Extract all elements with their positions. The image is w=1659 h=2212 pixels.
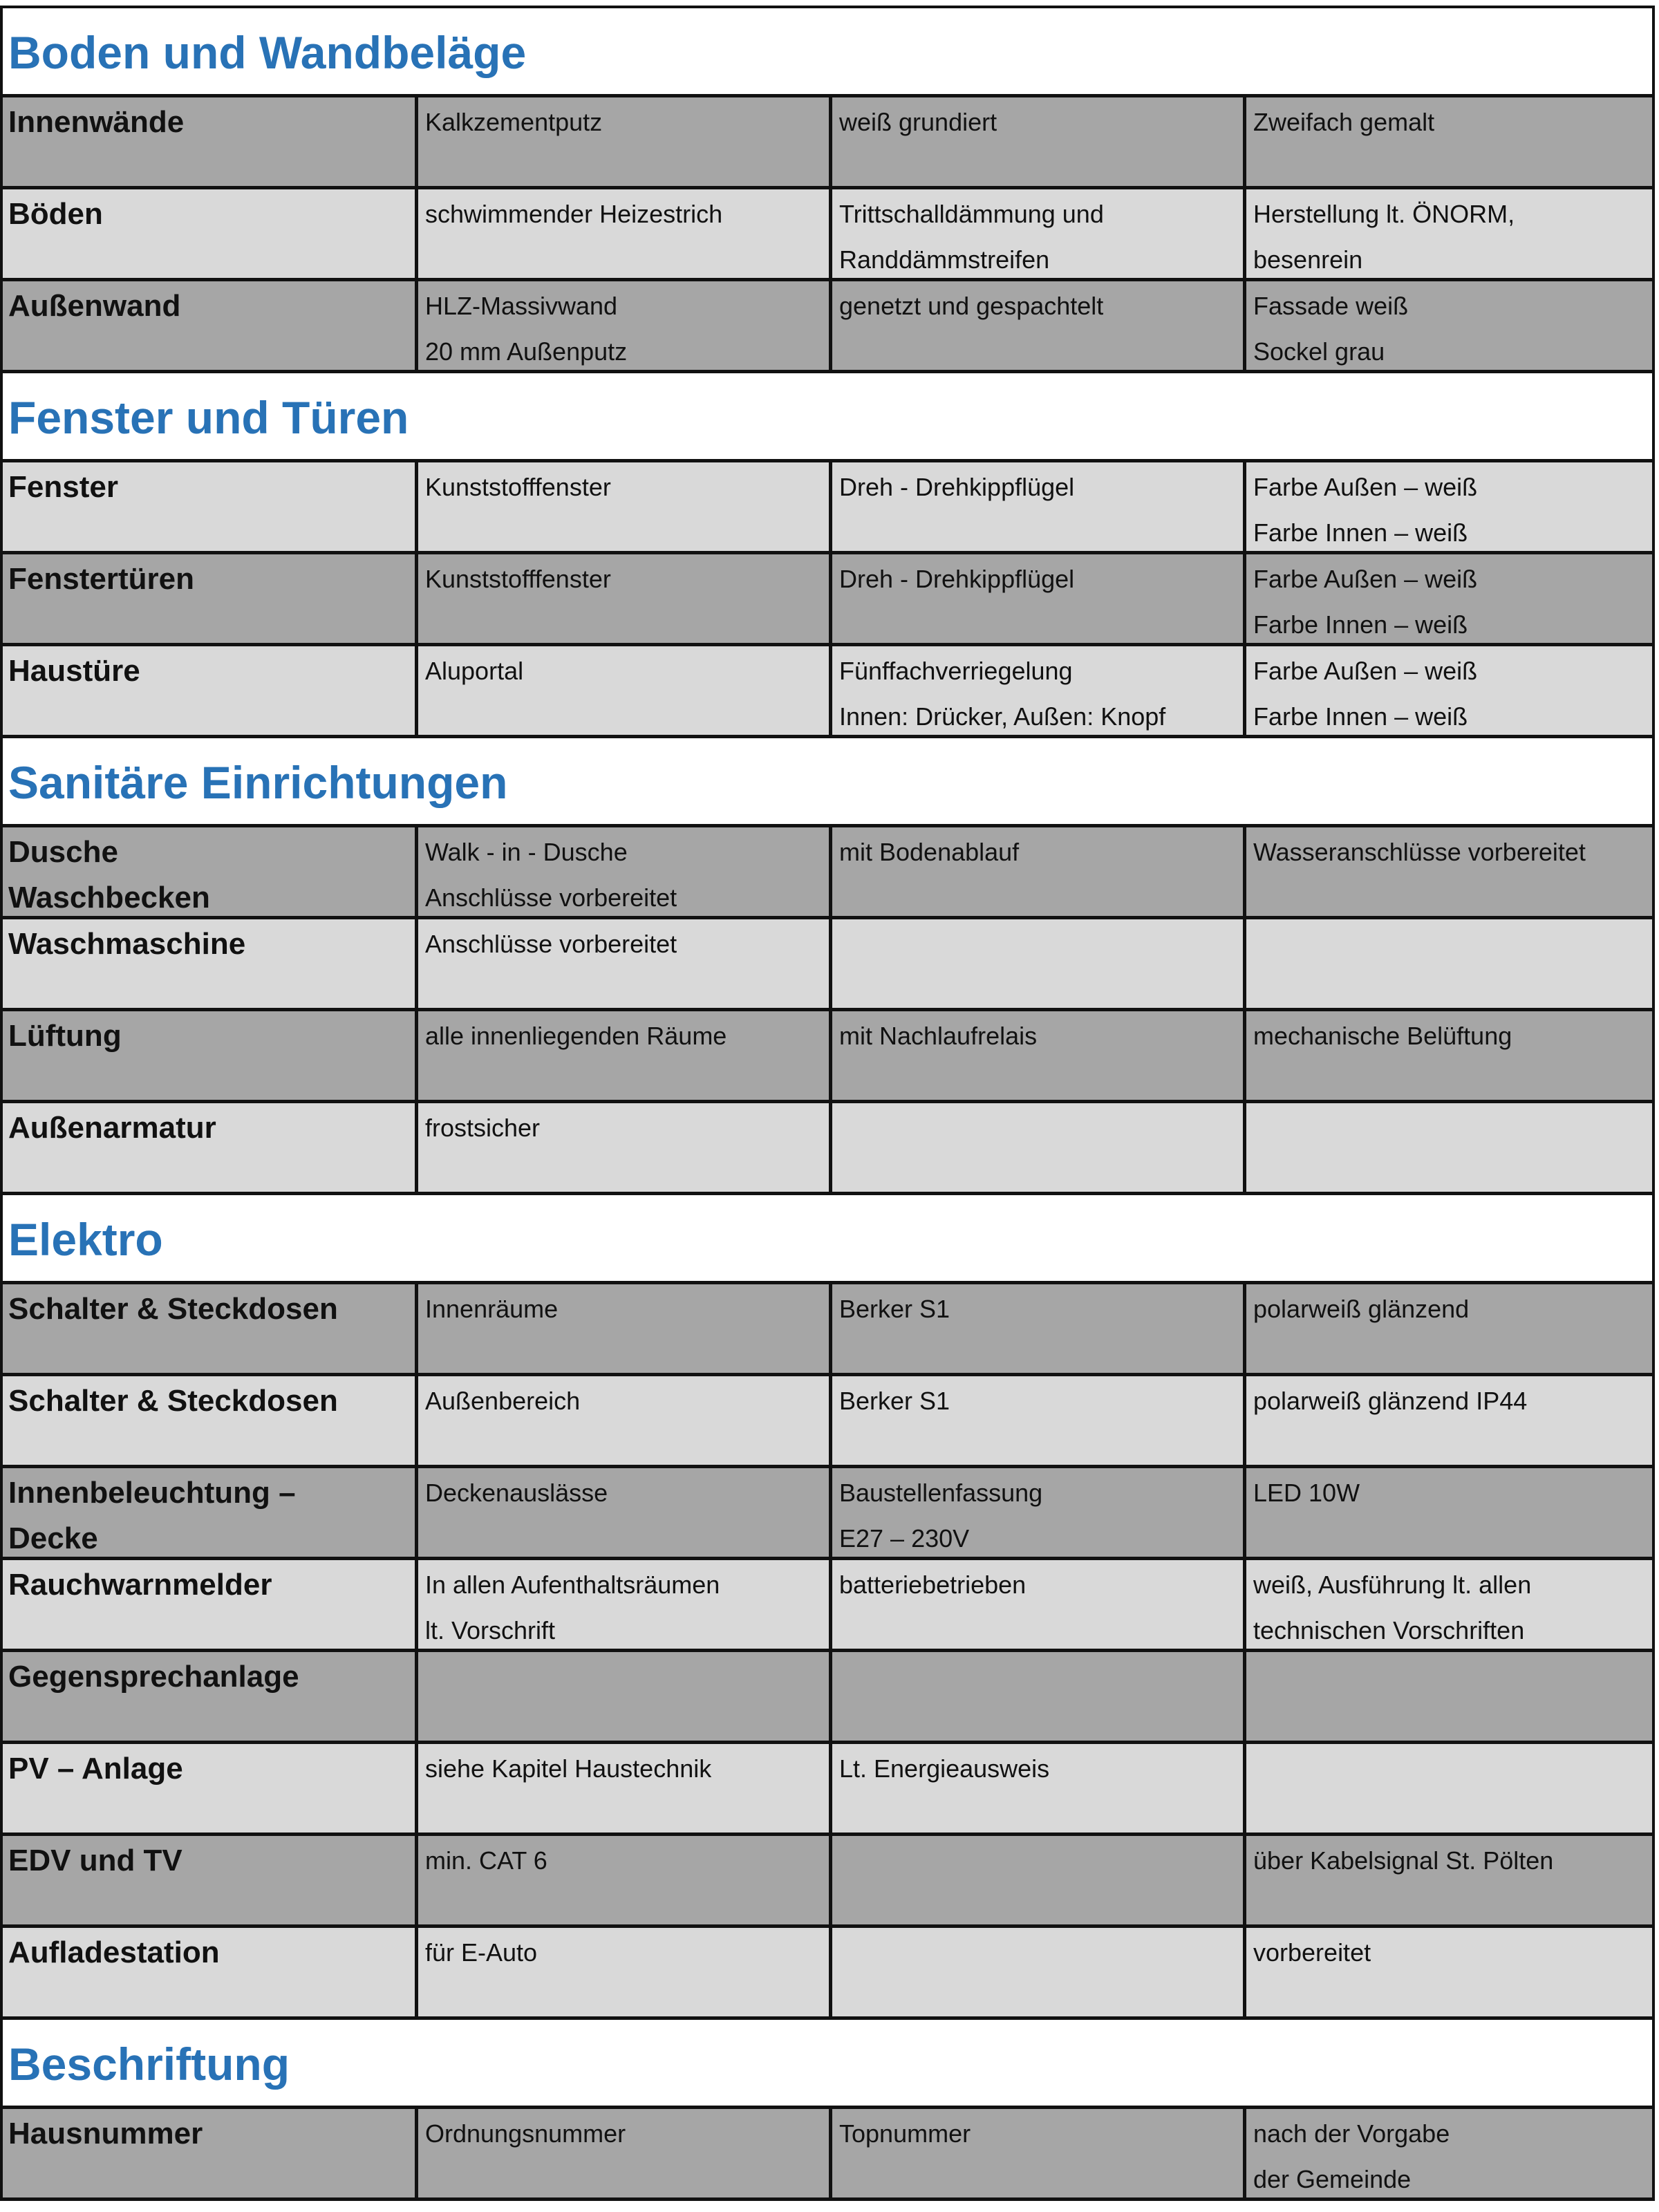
cell-col-1: Walk - in - Dusche Anschlüsse vorbereitet — [415, 827, 829, 916]
cell-col-3: polarweiß glänzend — [1243, 1284, 1652, 1373]
cell-col-3 — [1243, 1103, 1652, 1192]
row-label: Dusche Waschbecken — [8, 835, 210, 915]
cell-col-3: polarweiß glänzend IP44 — [1243, 1376, 1652, 1465]
cell-col-1: für E-Auto — [415, 1928, 829, 2016]
cell-col-3 — [1243, 919, 1652, 1008]
cell-col-3: Fassade weiß Sockel grau — [1243, 281, 1652, 370]
table-row — [3, 554, 1652, 646]
cell-col-3: Farbe Außen – weiß Farbe Innen – weiß — [1243, 554, 1652, 643]
cell-col-1: Ordnungsnummer — [415, 2109, 829, 2197]
section-title: Sanitäre Einrichtungen — [3, 738, 1652, 827]
table-row — [3, 281, 1652, 373]
table-row — [3, 1376, 1652, 1468]
cell-col-2 — [829, 1836, 1243, 1924]
cell-col-3: über Kabelsignal St. Pölten — [1243, 1836, 1652, 1924]
cell-col-2: Berker S1 — [829, 1376, 1243, 1465]
cell-col-2: Trittschalldämmung und Randdämmstreifen — [829, 189, 1243, 278]
table-row — [3, 1284, 1652, 1376]
cell-col-1: frostsicher — [415, 1103, 829, 1192]
cell-col-3 — [1243, 1652, 1652, 1741]
cell-col-1: In allen Aufenthaltsräumen lt. Vorschrift — [415, 1560, 829, 1649]
row-label: Innenbeleuchtung – Decke — [8, 1476, 296, 1555]
cell-col-2: mit Bodenablauf — [829, 827, 1243, 916]
row-label: Außenwand — [8, 289, 181, 323]
cell-col-1: Kalkzementputz — [415, 97, 829, 186]
cell-col-3: Herstellung lt. ÖNORM, besenrein — [1243, 189, 1652, 278]
row-label: Gegensprechanlage — [8, 1660, 299, 1694]
table-row — [3, 1011, 1652, 1103]
row-label: Rauchwarnmelder — [8, 1568, 272, 1602]
cell-col-3 — [1243, 1744, 1652, 1833]
table-row — [3, 919, 1652, 1011]
cell-col-2 — [829, 1928, 1243, 2016]
row-label: Haustüre — [8, 654, 140, 688]
cell-col-3: mechanische Belüftung — [1243, 1011, 1652, 1100]
section-title: Elektro — [3, 1195, 1652, 1284]
table-row — [3, 1103, 1652, 1195]
cell-col-2 — [829, 919, 1243, 1008]
table-row — [3, 462, 1652, 554]
cell-col-1 — [415, 1652, 829, 1741]
table-row — [3, 827, 1652, 919]
cell-col-1: Kunststofffenster — [415, 462, 829, 551]
cell-col-2: mit Nachlaufrelais — [829, 1011, 1243, 1100]
cell-col-2: Dreh - Drehkippflügel — [829, 554, 1243, 643]
cell-col-1: min. CAT 6 — [415, 1836, 829, 1924]
cell-col-1: Innenräume — [415, 1284, 829, 1373]
table-row — [3, 189, 1652, 281]
row-label: Fenster — [8, 470, 118, 504]
cell-col-2: Lt. Energieausweis — [829, 1744, 1243, 1833]
cell-col-2: weiß grundiert — [829, 97, 1243, 186]
cell-col-1: Außenbereich — [415, 1376, 829, 1465]
row-label: Außenarmatur — [8, 1111, 216, 1145]
table-row — [3, 1836, 1652, 1928]
row-label: EDV und TV — [8, 1844, 182, 1877]
cell-col-2: Topnummer — [829, 2109, 1243, 2197]
table-row — [3, 1928, 1652, 2020]
table-row — [3, 646, 1652, 738]
cell-col-1: Deckenauslässe — [415, 1468, 829, 1557]
cell-col-3: LED 10W — [1243, 1468, 1652, 1557]
cell-col-1: schwimmender Heizestrich — [415, 189, 829, 278]
section-title: Boden und Wandbeläge — [3, 8, 1652, 97]
cell-col-3: nach der Vorgabe der Gemeinde — [1243, 2109, 1652, 2197]
table-row — [3, 1560, 1652, 1652]
row-label: Innenwände — [8, 105, 185, 139]
cell-col-2: Dreh - Drehkippflügel — [829, 462, 1243, 551]
row-label: Hausnummer — [8, 2117, 203, 2150]
cell-col-2: genetzt und gespachtelt — [829, 281, 1243, 370]
cell-col-2: batteriebetrieben — [829, 1560, 1243, 1649]
cell-col-1: siehe Kapitel Haustechnik — [415, 1744, 829, 1833]
table-row — [3, 1468, 1652, 1560]
table-row — [3, 1652, 1652, 1744]
cell-col-1: Aluportal — [415, 646, 829, 735]
row-label: Böden — [8, 197, 103, 231]
table-row — [3, 2109, 1652, 2201]
table-row — [3, 97, 1652, 189]
cell-col-2: Berker S1 — [829, 1284, 1243, 1373]
spec-document — [0, 6, 1655, 2201]
cell-col-1: HLZ-Massivwand 20 mm Außenputz — [415, 281, 829, 370]
section-title: Beschriftung — [3, 2020, 1652, 2109]
cell-col-2 — [829, 1103, 1243, 1192]
cell-col-3: Farbe Außen – weiß Farbe Innen – weiß — [1243, 646, 1652, 735]
cell-col-3: Farbe Außen – weiß Farbe Innen – weiß — [1243, 462, 1652, 551]
row-label: Lüftung — [8, 1019, 122, 1053]
cell-col-3: vorbereitet — [1243, 1928, 1652, 2016]
row-label: Schalter & Steckdosen — [8, 1292, 338, 1326]
cell-col-3: Zweifach gemalt — [1243, 97, 1652, 186]
row-label: Schalter & Steckdosen — [8, 1384, 338, 1418]
row-label: PV – Anlage — [8, 1752, 183, 1785]
cell-col-1: Anschlüsse vorbereitet — [415, 919, 829, 1008]
cell-col-3: weiß, Ausführung lt. allen technischen Vorschriften — [1243, 1560, 1652, 1649]
row-label: Aufladestation — [8, 1936, 220, 1969]
row-label: Fenstertüren — [8, 562, 194, 596]
cell-col-2: Baustellenfassung E27 – 230V — [829, 1468, 1243, 1557]
table-row — [3, 1744, 1652, 1836]
row-label: Waschmaschine — [8, 927, 246, 961]
cell-col-1: Kunststofffenster — [415, 554, 829, 643]
cell-col-2 — [829, 1652, 1243, 1741]
section-title: Fenster und Türen — [3, 373, 1652, 462]
cell-col-1: alle innenliegenden Räume — [415, 1011, 829, 1100]
cell-col-2: Fünffachverriegelung Innen: Drücker, Außen: Knopf — [829, 646, 1243, 735]
cell-col-3: Wasseranschlüsse vorbereitet — [1243, 827, 1652, 916]
